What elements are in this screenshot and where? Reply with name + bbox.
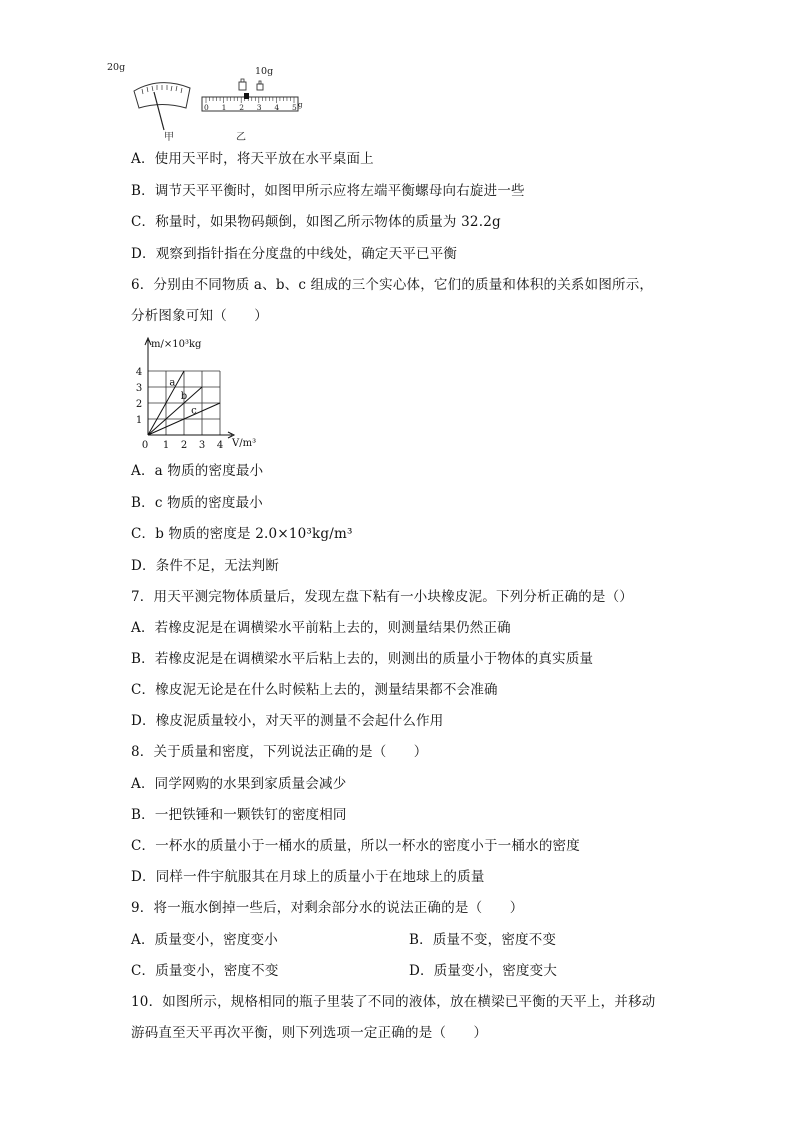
q10-stem-line2: 游码直至天平再次平衡，则下列选项一定正确的是（ ） — [131, 1025, 488, 1041]
q8-stem: 8．关于质量和密度，下列说法正确的是（ ） — [131, 744, 428, 760]
q7-option-d: D．橡皮泥质量较小，对天平的测量不会起什么作用 — [131, 713, 444, 729]
balance-figures — [128, 58, 308, 138]
rider-weight — [244, 93, 249, 99]
weight-20g-icon — [239, 79, 246, 90]
weight-20g-label: 20g — [107, 62, 126, 73]
x-tick-label: 3 — [198, 440, 206, 451]
q9-option-d: D．质量变小，密度变大 — [409, 963, 558, 979]
q6-option-b: B．c 物质的密度最小 — [131, 495, 263, 511]
ruler-tick-label: 5 — [292, 103, 297, 112]
weight-10g-label: 10g — [255, 66, 274, 77]
weight-10g-icon — [257, 81, 263, 90]
y-tick-label: 1 — [135, 415, 143, 426]
figure-label-yi: 乙 — [236, 132, 246, 143]
ruler-figure — [202, 79, 298, 111]
q5-option-c: C．称量时，如果物码颠倒，如图乙所示物体的质量为 32.2g — [131, 214, 501, 230]
q9-option-b: B．质量不变，密度不变 — [409, 932, 557, 948]
q6-option-d: D．条件不足，无法判断 — [131, 558, 280, 574]
ruler-unit-label: g — [298, 101, 303, 109]
q8-option-a: A．同学网购的水果到家质量会减少 — [131, 776, 347, 792]
y-axis-label: m/×10³kg — [151, 339, 202, 350]
q9-option-a: A．质量变小，密度变小 — [131, 932, 278, 948]
q6-stem-line2: 分析图象可知（ ） — [131, 308, 268, 324]
x-tick-label: 1 — [162, 440, 170, 451]
series-label-b: b — [180, 391, 188, 402]
dial-pointer — [154, 92, 164, 130]
q9-option-c: C．质量变小，密度不变 — [131, 963, 279, 979]
q8-option-d: D．同样一件宇航服其在月球上的质量小于在地球上的质量 — [131, 869, 485, 885]
mass-volume-chart — [128, 332, 278, 452]
series-label-c: c — [191, 405, 197, 417]
q7-stem: 7．用天平测完物体质量后，发现左盘下粘有一小块橡皮泥。下列分析正确的是（） — [131, 589, 633, 605]
q7-option-c: C．橡皮泥无论是在什么时候粘上去的，测量结果都不会准确 — [131, 682, 498, 698]
y-tick-label: 3 — [135, 383, 143, 394]
x-axis-label: V/m³ — [232, 438, 257, 449]
ruler-tick-label: 0 — [204, 103, 209, 112]
q8-option-b: B．一把铁锤和一颗铁钉的密度相同 — [131, 807, 347, 823]
q5-option-b: B．调节天平平衡时，如图甲所示应将左端平衡螺母向右旋进一些 — [131, 183, 525, 199]
q9-stem: 9．将一瓶水倒掉一些后，对剩余部分水的说法正确的是（ ） — [131, 900, 524, 916]
q6-option-c: C．b 物质的密度是 2.0×10³kg/m³ — [131, 526, 353, 542]
q6-option-a: A．a 物质的密度最小 — [131, 463, 264, 479]
figure-label-jia: 甲 — [164, 132, 174, 143]
x-tick-label: 4 — [216, 440, 224, 451]
ruler-tick-label: 3 — [256, 103, 262, 112]
q8-option-c: C．一杯水的质量小于一桶水的质量，所以一杯水的密度小于一桶水的密度 — [131, 838, 580, 854]
x-tick-label: 2 — [180, 440, 188, 451]
y-tick-label: 2 — [135, 399, 143, 410]
q5-option-a: A．使用天平时，将天平放在水平桌面上 — [131, 151, 374, 167]
y-tick-label: 4 — [135, 367, 143, 378]
q6-stem-line1: 6．分别由不同物质 a、b、c 组成的三个实心体，它们的质量和体积的关系如图所示， — [131, 277, 654, 293]
ruler-tick-label: 4 — [274, 103, 280, 112]
q10-stem-line1: 10．如图所示，规格相同的瓶子里装了不同的液体，放在横梁已平衡的天平上，并移动 — [131, 994, 656, 1010]
q7-option-b: B．若橡皮泥是在调横梁水平后粘上去的，则测出的质量小于物体的真实质量 — [131, 651, 594, 667]
ruler-tick-label: 1 — [221, 103, 227, 112]
q7-option-a: A．若橡皮泥是在调横梁水平前粘上去的，则测量结果仍然正确 — [131, 620, 511, 636]
ruler-tick-label: 2 — [239, 103, 244, 112]
dial-figure — [134, 83, 190, 130]
q5-option-d: D．观察到指针指在分度盘的中线处，确定天平已平衡 — [131, 246, 458, 262]
series-label-a: a — [169, 377, 176, 389]
origin-label: 0 — [141, 440, 149, 451]
